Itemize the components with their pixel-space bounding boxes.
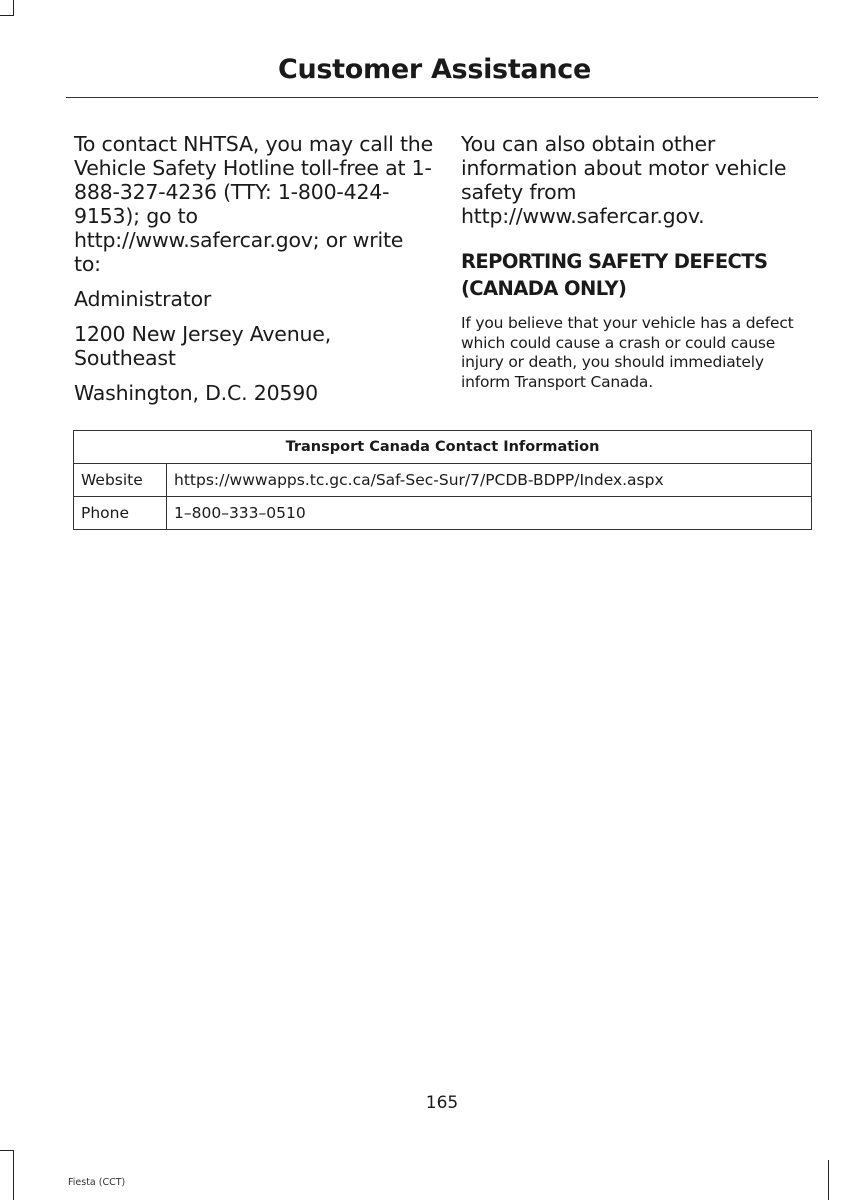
section-heading-canada: REPORTING SAFETY DEFECTS (CANADA ONLY) [461,250,768,300]
page-number: 165 [425,1093,459,1113]
table-row-phone [74,497,812,530]
crop-mark-bottom-right-vertical [828,1160,829,1200]
left-column [74,132,434,416]
crop-mark-top-left-vertical [13,0,14,16]
address-street: 1200 New Jersey Avenue, Southeast [74,322,332,370]
transport-canada-contact-table [73,430,812,530]
table-header-row [74,431,812,464]
header-divider [66,97,818,98]
table-row-website [74,464,812,497]
model-footer: Fiesta (CCT) [68,1177,126,1188]
page-title: Customer Assistance [277,54,591,85]
table-title: Transport Canada Contact Information [74,431,812,464]
canada-defect-paragraph: If you believe that your vehicle has a defect which could cause a crash or could cause injury or death, you should immediately inform Transport Canada. [461,314,794,391]
phone-value: 1–800–333–0510 [167,497,812,530]
crop-mark-bottom-left-vertical [13,1150,14,1200]
website-label: Website [74,464,167,497]
address-recipient: Administrator [74,287,212,311]
crop-mark-top-left-horizontal [0,15,14,16]
phone-label: Phone [74,497,167,530]
nhtsa-contact-paragraph: To contact NHTSA, you may call the Vehicle Safety Hotline toll-free at 1-888-327-4236 (TTY: 1-800-424-9153); go to http://www.safercar.gov; or write to: [74,132,433,276]
crop-mark-bottom-left-horizontal [0,1150,14,1151]
right-column [461,132,813,392]
address-city: Washington, D.C. 20590 [74,381,318,405]
website-value: https://wwwapps.tc.gc.ca/Saf-Sec-Sur/7/PCDB-BDPP/Index.aspx [167,464,812,497]
safercar-info-paragraph: You can also obtain other information about motor vehicle safety from http://www.safercar.gov. [461,132,787,228]
